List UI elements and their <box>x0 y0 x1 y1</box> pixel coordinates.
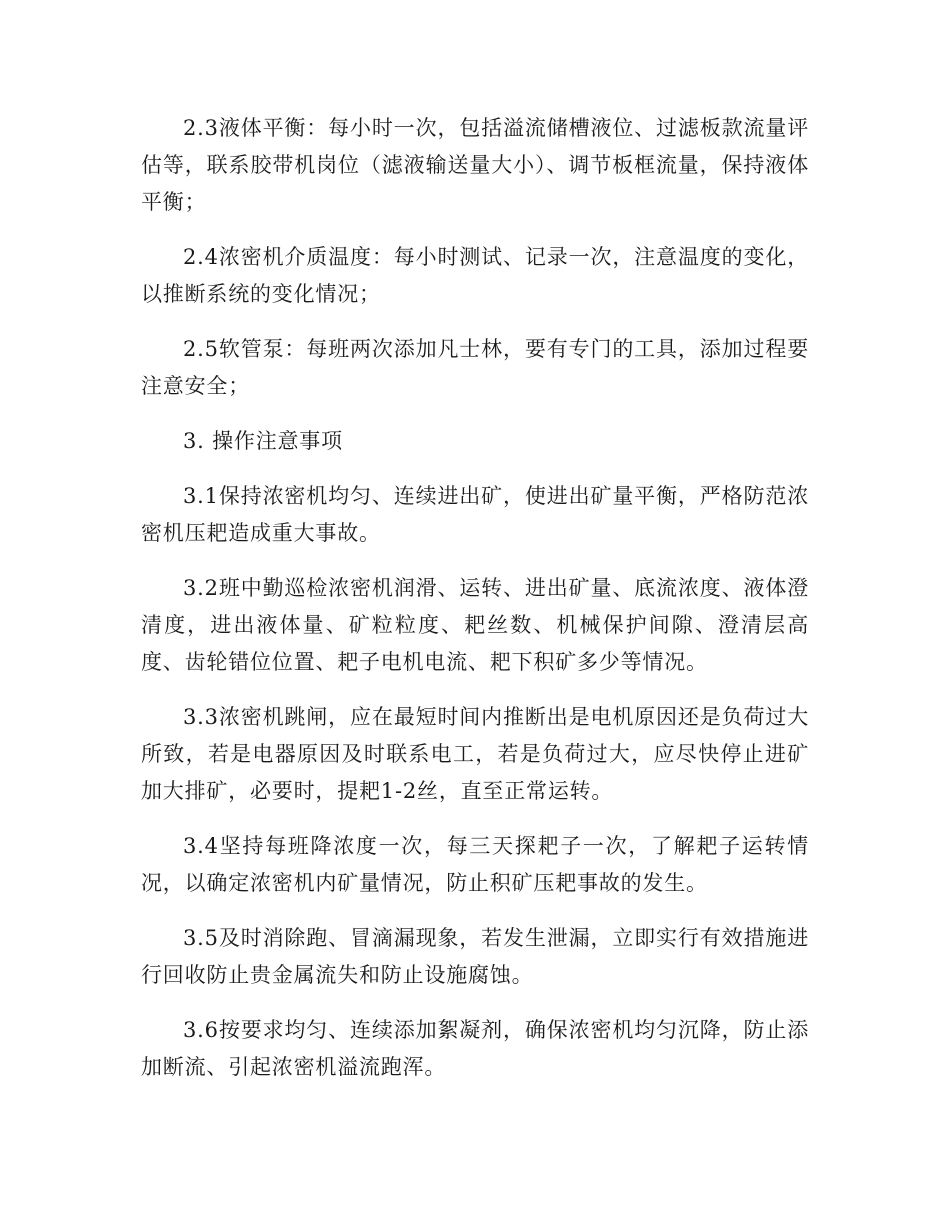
paragraph-3-4: 3.4坚持每班降浓度一次，每三天探耙子一次，了解耙子运转情况，以确定浓密机内矿量情况，防止积矿压耙事故的发生。 <box>141 834 809 895</box>
document-body <box>141 110 809 1104</box>
paragraph-3-1: 3.1保持浓密机均匀、连续进出矿，使进出矿量平衡，严格防范浓密机压耙造成重大事故。 <box>141 484 809 545</box>
paragraph-2-4-medium-temperature: 2.4浓密机介质温度：每小时测试、记录一次，注意温度的变化，以推断系统的变化情况； <box>141 245 809 306</box>
paragraph-3-2: 3.2班中勤巡检浓密机润滑、运转、进出矿量、底流浓度、液体澄清度，进出液体量、矿粒粒度、耙丝数、机械保护间隙、澄清层高度、齿轮错位位置、耙子电机电流、耙下积矿多少等情况。 <box>141 576 809 674</box>
paragraph-3-5: 3.5及时消除跑、冒滴漏现象，若发生泄漏，立即实行有效措施进行回收防止贵金属流失和防止设施腐蚀。 <box>141 926 809 987</box>
paragraph-3-3: 3.3浓密机跳闸，应在最短时间内推断出是电机原因还是负荷过大所致，若是电器原因及时联系电工，若是负荷过大，应尽快停止进矿加大排矿，必要时，提耙1-2丝，直至正常运转。 <box>141 705 809 803</box>
paragraph-2-3-liquid-balance: 2.3液体平衡：每小时一次，包括溢流储槽液位、过滤板款流量评估等，联系胶带机岗位（滤液输送量大小）、调节板框流量，保持液体平衡； <box>141 116 809 214</box>
paragraph-3-6: 3.6按要求均匀、连续添加絮凝剂，确保浓密机均匀沉降，防止添加断流、引起浓密机溢流跑浑。 <box>141 1018 809 1079</box>
section-heading-operation-notes: 3. 操作注意事项 <box>183 429 343 453</box>
paragraph-2-5-hose-pump: 2.5软管泵：每班两次添加凡士林，要有专门的工具，添加过程要注意安全； <box>141 337 809 398</box>
